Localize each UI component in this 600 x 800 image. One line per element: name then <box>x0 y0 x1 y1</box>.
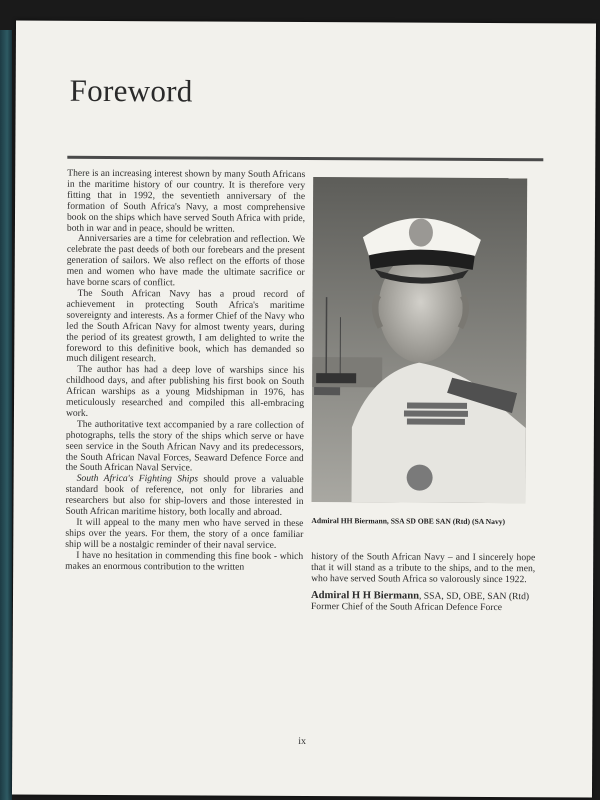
paragraph: The authoritative text accompanied by a rare collection of photographs, tells the story of the ships which serve or have seen service in the South African Navy and its predecessors, the South African Naval Forces, Seaward Defence Force and the South African Naval Service. <box>65 418 304 474</box>
paragraph: history of the South African Navy – and I sincerely hope that it will stand as a tribute to the ships, and to the men, who have served South Africa so valorously since 1922. <box>311 551 536 585</box>
paragraph: The author has had a deep love of warships since his childhood days, and after publishing his first book on South African warships as a young Midshipman in 1976, has meticulously researched and compiled this all-embracing work. <box>65 364 305 419</box>
paragraph <box>65 474 303 519</box>
photo-caption: Admiral HH Biermann, SSA SD OBE SAN (Rtd) (SA Navy) <box>311 516 506 527</box>
paragraph: It will appeal to the many men who have served in these ships over the years. For them, the story of a once familiar ship will be a nostalgic reminder of their naval service. <box>65 516 304 551</box>
portrait-illustration <box>312 177 528 503</box>
signature-block <box>311 591 535 614</box>
book-cover-edge <box>0 30 12 800</box>
signature-name: Admiral H H Biermann <box>310 589 420 602</box>
signature-role: Former Chief of the South African Defence Force <box>310 600 503 613</box>
paragraph: I have no hesitation in commending this fine book - which makes an enormous contribution to the written <box>65 549 304 573</box>
book-title-italic: South Africa's Fighting Ships <box>76 473 199 485</box>
paragraph: Anniversaries are a time for celebration and reflection. We celebrate the past deeds of both our forebears and the present generation of sailors. We also reflect on the efforts of those men and women who have made the ultimate sacrifice or have borne scars of conflict. <box>66 233 305 289</box>
admiral-portrait-photo <box>312 177 528 503</box>
book-page <box>12 20 596 797</box>
page-number: ix <box>298 735 307 748</box>
title-rule <box>67 156 543 161</box>
page-title: Foreword <box>69 72 193 109</box>
paragraph-rest: should prove a valuable standard book of reference, not only for libraries and researchers but also for ship-lovers and those interested in South African maritime history, both locally and abroad. <box>65 473 304 518</box>
paragraph: There is an increasing interest shown by many South Africans in the maritime history of our country. It is therefore very fitting that in 1992, the seventieth anniversary of the formation of South Africa's Navy, a most comprehensive book on the ships which have served South Africa with pride, both in war and in peace, should be written. <box>66 167 306 235</box>
right-column <box>311 552 535 614</box>
signature-honours: , SSA, SD, OBE, SAN (Rtd) <box>418 590 530 602</box>
left-column <box>65 169 305 574</box>
paragraph: The South African Navy has a proud record of achievement in protecting South Africa's maritime sovereignty and interests. As a former Chief of the Navy who led the South African Navy for almost twenty years, during the period of its greatest growth, I am delighted to write the foreword to this definitive book, which has demanded so much diligent research. <box>66 287 305 365</box>
